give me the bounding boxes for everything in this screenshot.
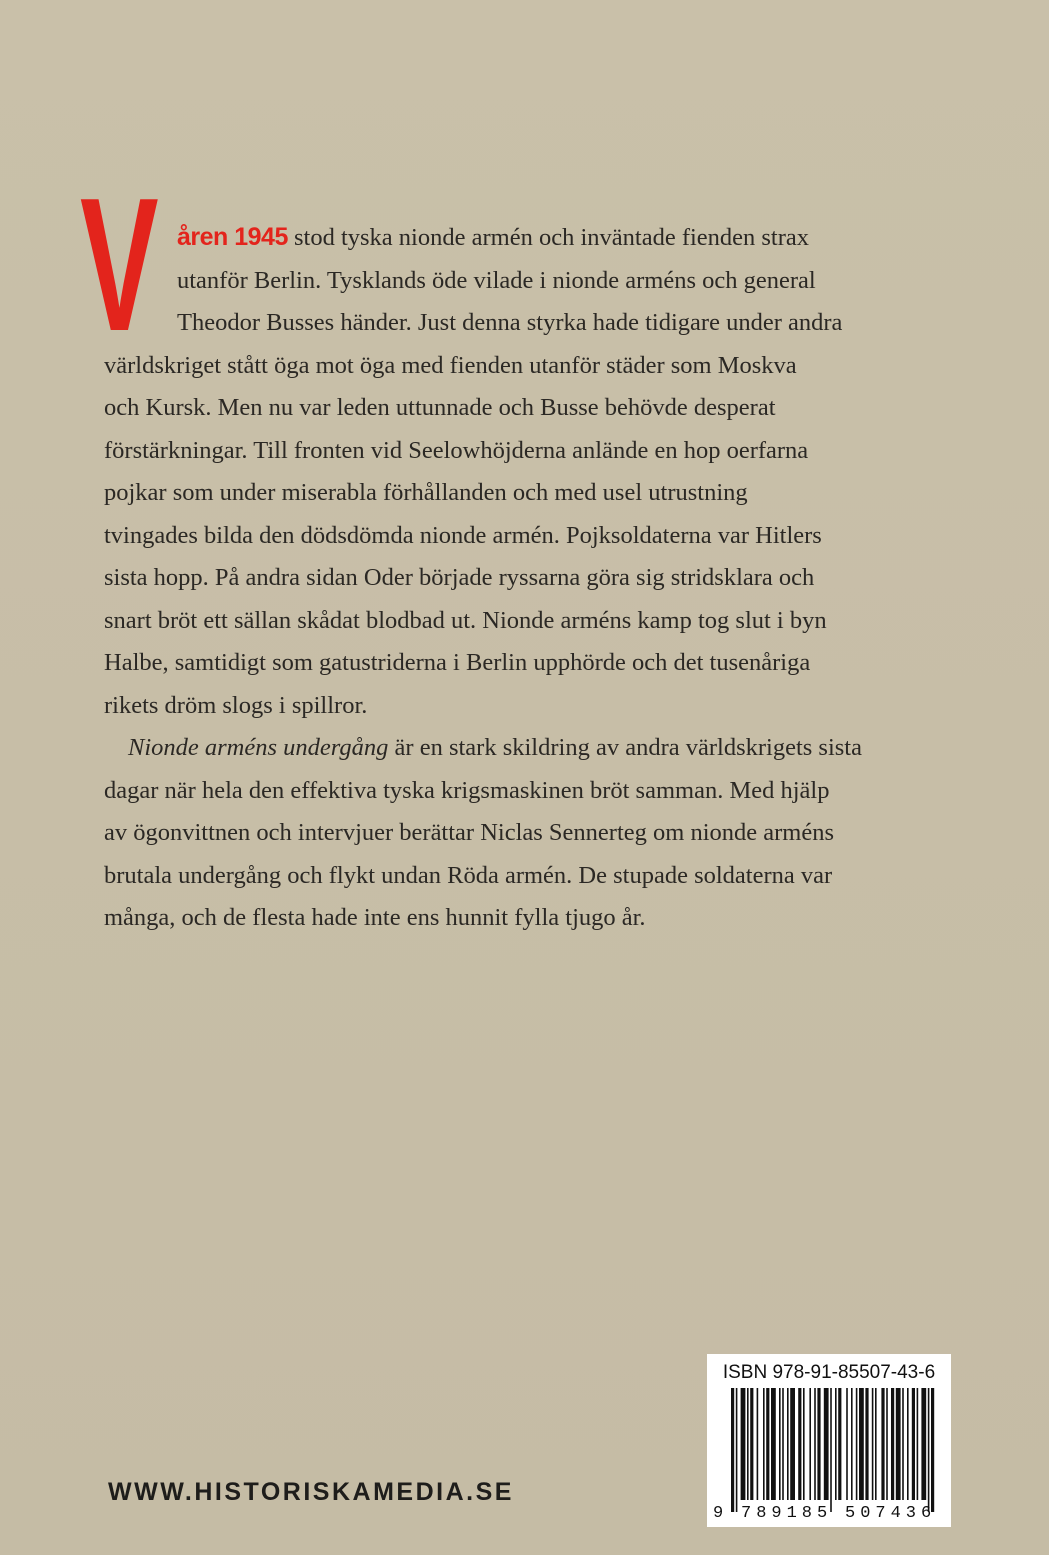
- barcode-bar: [912, 1388, 915, 1500]
- isbn-barcode: [707, 1354, 951, 1527]
- barcode-bar: [757, 1388, 759, 1500]
- barcode-bar: [736, 1388, 738, 1512]
- blurb-line: Halbe, samtidigt som gatustriderna i Berlin upphörde och det tusenåriga: [104, 649, 811, 676]
- barcode-bar: [763, 1388, 765, 1500]
- blurb-line: många, och de flesta hade inte ens hunnit fylla tjugo år.: [104, 904, 646, 931]
- blurb-line: rikets dröm slogs i spillror.: [104, 691, 368, 719]
- barcode-bar: [886, 1388, 888, 1500]
- blurb-line: sista hopp. På andra sidan Oder började ryssarna göra sig stridsklara och: [104, 564, 815, 591]
- barcode-bar: [907, 1388, 909, 1500]
- barcode-bar: [779, 1388, 781, 1500]
- barcode-bar: [830, 1388, 832, 1512]
- book-title: Nionde arméns undergång: [128, 734, 389, 761]
- barcode-bar: [875, 1388, 877, 1500]
- blurb-line: Theodor Busses händer. Just denna styrka hade tidigare under andra: [177, 309, 843, 336]
- blurb-line: världskriget stått öga mot öga med fienden utanför städer som Moskva: [104, 351, 797, 379]
- barcode-bar: [750, 1388, 753, 1500]
- barcode-bar: [931, 1388, 934, 1512]
- barcode-bars: [707, 1388, 951, 1512]
- barcode-bar: [747, 1388, 749, 1500]
- drop-cap-letter: V: [80, 159, 157, 371]
- barcode-bar: [798, 1388, 801, 1500]
- blurb-line: snart bröt ett sällan skådat blodbad ut. Nionde arméns kamp tog slut i byn: [104, 606, 827, 634]
- blurb-line: dagar när hela den effektiva tyska krigsmaskinen bröt samman. Med hjälp: [104, 776, 830, 804]
- barcode-bar: [741, 1388, 746, 1500]
- blurb-line: brutala undergång och flykt undan Röda armén. De stupade soldaterna var: [104, 861, 833, 889]
- barcode-bar: [803, 1388, 805, 1500]
- barcode-bar: [917, 1388, 919, 1500]
- barcode-bar: [766, 1388, 769, 1500]
- barcode-bar: [817, 1388, 820, 1500]
- barcode-bar: [891, 1388, 894, 1500]
- blurb-line: förstärkningar. Till fronten vid Seelowhöjderna anlände en hop oerfarna: [104, 436, 809, 464]
- blurb-line: och Kursk. Men nu var leden uttunnade och Busse behövde desperat: [104, 394, 776, 421]
- barcode-bar: [881, 1388, 884, 1500]
- barcode-bar: [928, 1388, 930, 1512]
- barcode-bar: [809, 1388, 811, 1500]
- barcode-digits-left: 789185: [741, 1504, 833, 1523]
- blurb-line: av ögonvittnen och intervjuer berättar Niclas Sennerteg om nionde arméns: [104, 819, 834, 846]
- barcode-digits-right: 507436: [845, 1504, 937, 1523]
- barcode-bar: [851, 1388, 853, 1500]
- barcode-bar: [896, 1388, 901, 1500]
- blurb-line: [104, 216, 944, 260]
- barcode-bar: [856, 1388, 858, 1500]
- barcode-bar: [838, 1388, 841, 1500]
- blurb-line: utanför Berlin. Tysklands öde vilade i nionde arméns och general: [177, 266, 816, 294]
- barcode-bar: [814, 1388, 816, 1500]
- barcode-bar: [872, 1388, 874, 1500]
- isbn-label: ISBN 978-91-85507-43-6: [722, 1362, 936, 1383]
- blurb-text: [104, 216, 944, 940]
- barcode-bar: [731, 1388, 734, 1512]
- barcode-digit-prefix: 9: [713, 1504, 724, 1523]
- barcode-bar: [865, 1388, 868, 1500]
- barcode-digits: [707, 1504, 951, 1524]
- barcode-bar: [824, 1388, 829, 1500]
- barcode-bar: [787, 1388, 789, 1500]
- barcode-bar: [921, 1388, 926, 1500]
- blurb-line-text: är en stark skildring av andra världskrigets sista: [388, 734, 862, 761]
- lead-heading: åren 1945: [177, 223, 288, 251]
- barcode-bar: [859, 1388, 864, 1500]
- blurb-line: [104, 727, 944, 770]
- barcode-bar: [835, 1388, 837, 1500]
- barcode-bar: [902, 1388, 904, 1500]
- barcode-bar: [782, 1388, 784, 1500]
- blurb-line-text: stod tyska nionde armén och inväntade fienden strax: [287, 224, 810, 251]
- publisher-website: WWW.HISTORISKAMEDIA.SE: [108, 1478, 514, 1506]
- barcode-bar: [846, 1388, 848, 1500]
- barcode-bar: [790, 1388, 795, 1500]
- blurb-line: tvingades bilda den dödsdömda nionde armén. Pojksoldaterna var Hitlers: [104, 521, 822, 549]
- barcode-bar: [771, 1388, 776, 1500]
- blurb-line: pojkar som under miserabla förhållanden och med usel utrustning: [104, 479, 748, 506]
